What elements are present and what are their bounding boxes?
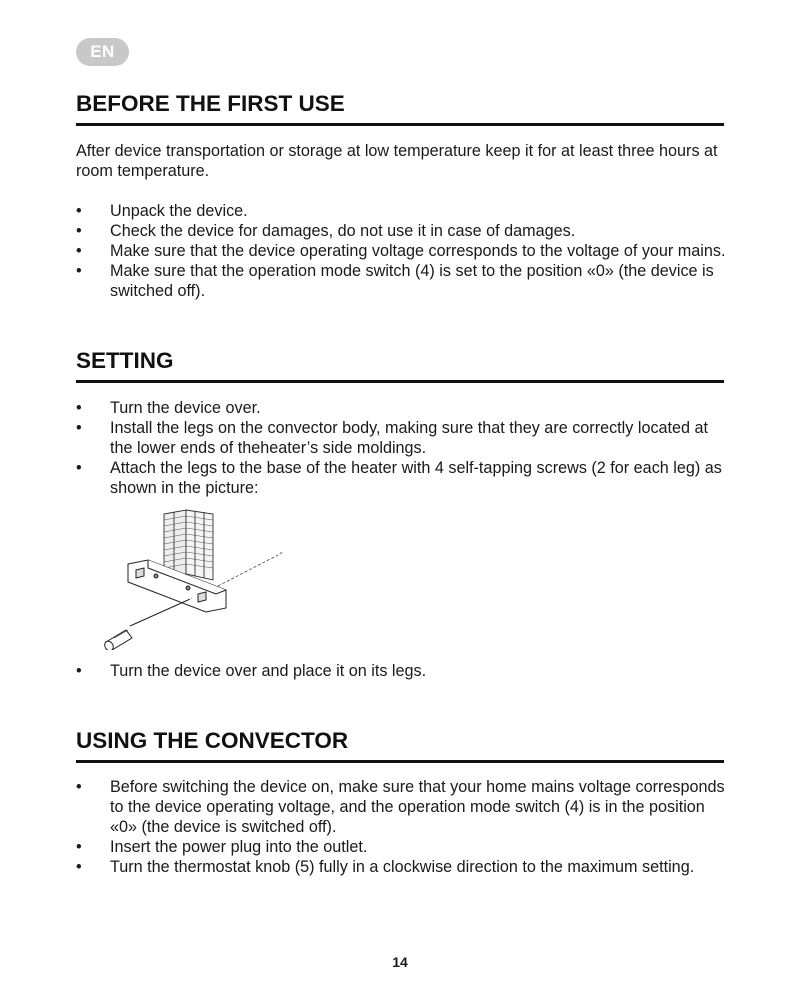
intro-paragraph: After device transportation or storage at low temperature keep it for at least three hours at room temperature. — [76, 142, 718, 180]
list-item: • Install the legs on the convector body, making sure that they are correctly located at the lower ends of theheater’s side moldings. — [76, 418, 726, 458]
list-item: • Attach the legs to the base of the heater with 4 self-tapping screws (2 for each leg) as shown in the picture: — [76, 458, 726, 498]
before-first-use-list — [76, 201, 726, 301]
list-item: • Turn the device over and place it on its legs. — [76, 661, 726, 681]
setting-list — [76, 398, 726, 498]
list-item: • Turn the thermostat knob (5) fully in a clockwise direction to the maximum setting. — [76, 857, 726, 877]
list-item: • Check the device for damages, do not use it in case of damages. — [76, 221, 726, 241]
list-item: • Before switching the device on, make sure that your home mains voltage corresponds to the device operating voltage, and the operation mode switch (4) is in the position «0» (the device is switched off). — [76, 777, 726, 837]
section-title-setting: SETTING — [76, 348, 174, 373]
list-item: • Make sure that the operation mode switch (4) is set to the position «0» (the device is switched off). — [76, 261, 726, 301]
page-number: 14 — [392, 954, 408, 970]
leg-installation-illustration — [100, 508, 290, 650]
section-title-before-first-use: BEFORE THE FIRST USE — [76, 91, 345, 116]
setting-final-list — [76, 661, 726, 681]
list-item: • Make sure that the device operating voltage corresponds to the voltage of your mains. — [76, 241, 726, 261]
section-divider — [76, 760, 724, 763]
section-divider — [76, 123, 724, 126]
list-item: • Unpack the device. — [76, 201, 726, 221]
language-badge: EN — [76, 38, 129, 66]
list-item: • Insert the power plug into the outlet. — [76, 837, 726, 857]
list-item: • Turn the device over. — [76, 398, 726, 418]
screwdriver-graphic — [103, 598, 192, 650]
using-convector-list — [76, 777, 726, 877]
section-divider — [76, 380, 724, 383]
section-title-using-convector: USING THE CONVECTOR — [76, 728, 349, 753]
